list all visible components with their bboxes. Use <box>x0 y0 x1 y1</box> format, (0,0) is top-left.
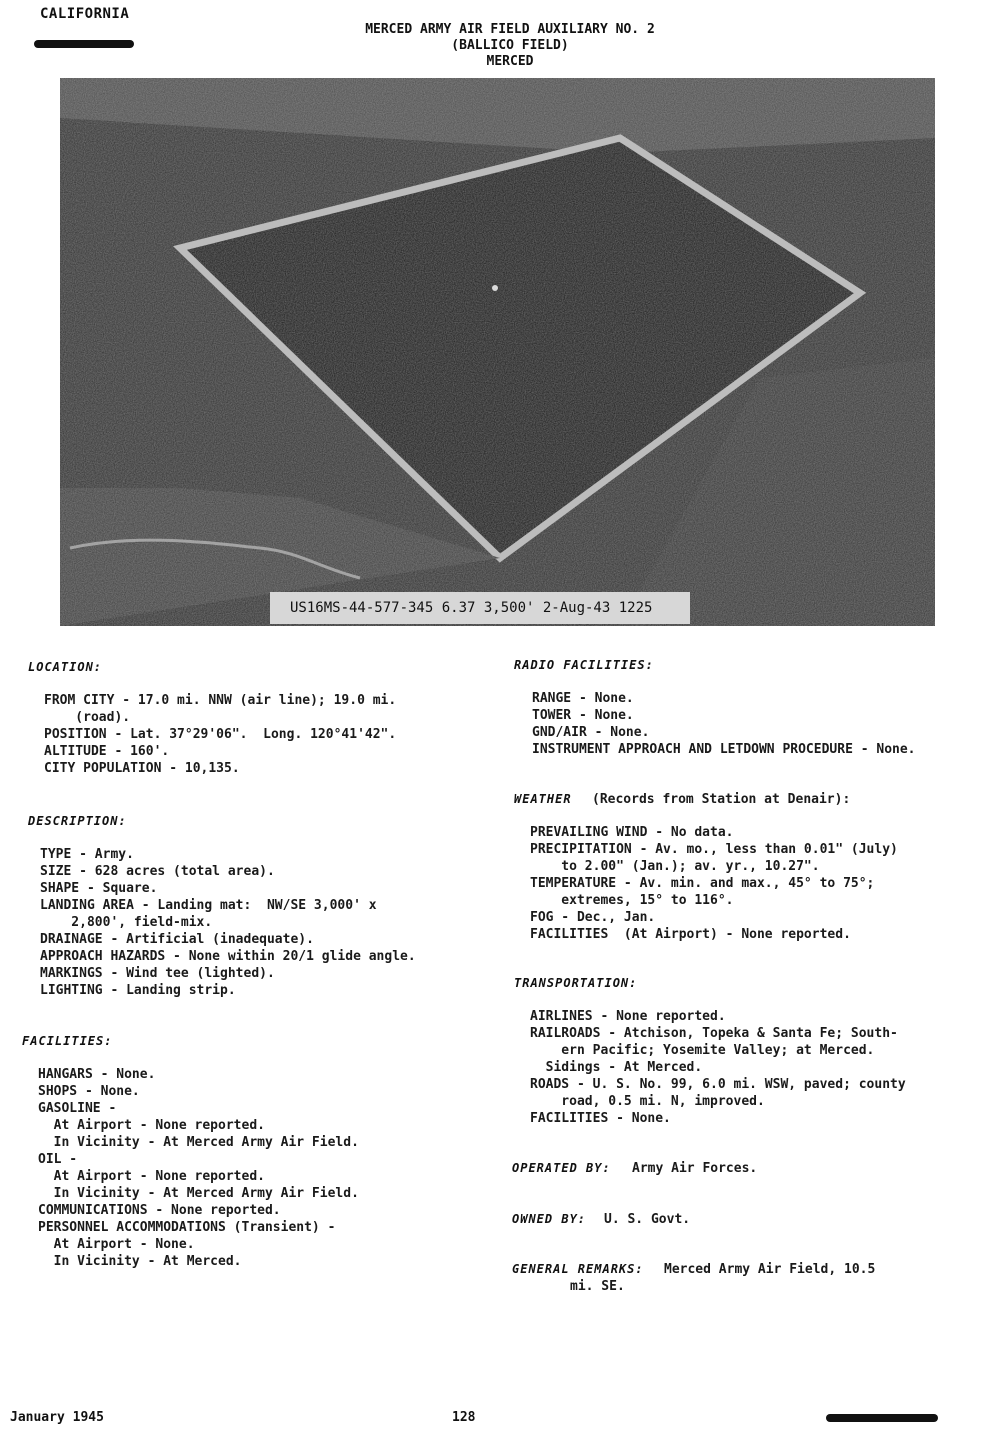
radio-line: INSTRUMENT APPROACH AND LETDOWN PROCEDURE - None. <box>532 742 916 757</box>
owned-heading: OWNED BY: <box>512 1212 587 1226</box>
operated-value: Army Air Forces. <box>632 1161 758 1176</box>
radio-line: RANGE - None. <box>532 691 634 706</box>
transportation-line: ern Pacific; Yosemite Valley; at Merced. <box>530 1043 875 1058</box>
weather-line: FOG - Dec., Jan. <box>530 910 656 925</box>
owned-value: U. S. Govt. <box>604 1212 691 1227</box>
remarks-heading: GENERAL REMARKS: <box>512 1262 644 1276</box>
weather-line: extremes, 15° to 116°. <box>530 893 734 908</box>
facilities-line: SHOPS - None. <box>38 1084 140 1099</box>
transportation-line: Sidings - At Merced. <box>530 1060 703 1075</box>
location-line: CITY POPULATION - 10,135. <box>44 761 240 776</box>
description-line: APPROACH HAZARDS - None within 20/1 glide angle. <box>40 949 416 964</box>
description-line: DRAINAGE - Artificial (inadequate). <box>40 932 314 947</box>
description-line: 2,800', field-mix. <box>40 915 213 930</box>
facilities-line: At Airport - None. <box>38 1237 195 1252</box>
facilities-line: OIL - <box>38 1152 78 1167</box>
facilities-line: In Vicinity - At Merced Army Air Field. <box>38 1186 359 1201</box>
photo-caption: US16MS-44-577-345 6.37 3,500' 2-Aug-43 1225 <box>270 592 690 624</box>
facilities-line: PERSONNEL ACCOMMODATIONS (Transient) - <box>38 1220 336 1235</box>
weather-heading-note: (Records from Station at Denair): <box>592 792 851 807</box>
weather-line: to 2.00" (Jan.); av. yr., 10.27". <box>530 859 820 874</box>
redaction-mark <box>34 40 134 48</box>
location-line: (road). <box>44 710 131 725</box>
transportation-line: ROADS - U. S. No. 99, 6.0 mi. WSW, paved; county <box>530 1077 906 1092</box>
description-line: LANDING AREA - Landing mat: NW/SE 3,000' x <box>40 898 377 913</box>
weather-line: FACILITIES (At Airport) - None reported. <box>530 927 851 942</box>
facilities-line: GASOLINE - <box>38 1101 117 1116</box>
description-line: LIGHTING - Landing strip. <box>40 983 236 998</box>
aerial-photo <box>60 78 935 626</box>
footer-date: January 1945 <box>10 1410 104 1425</box>
facilities-line: In Vicinity - At Merced Army Air Field. <box>38 1135 359 1150</box>
weather-line: PRECIPITATION - Av. mo., less than 0.01" (July) <box>530 842 898 857</box>
redaction-mark <box>826 1414 938 1422</box>
operated-heading: OPERATED BY: <box>512 1161 611 1175</box>
location-line: ALTITUDE - 160'. <box>44 744 170 759</box>
description-line: MARKINGS - Wind tee (lighted). <box>40 966 275 981</box>
transportation-heading: TRANSPORTATION: <box>514 976 638 990</box>
location-line: POSITION - Lat. 37°29'06". Long. 120°41'42". <box>44 727 397 742</box>
facilities-line: COMMUNICATIONS - None reported. <box>38 1203 281 1218</box>
location-line: FROM CITY - 17.0 mi. NNW (air line); 19.0 mi. <box>44 693 397 708</box>
aerial-photo-drawing <box>60 78 935 626</box>
description-line: SHAPE - Square. <box>40 881 158 896</box>
description-line: TYPE - Army. <box>40 847 134 862</box>
transportation-line: AIRLINES - None reported. <box>530 1009 726 1024</box>
description-heading: DESCRIPTION: <box>28 814 127 828</box>
weather-heading: WEATHER <box>514 792 572 806</box>
page-number: 128 <box>452 1410 476 1425</box>
title-line-3: MERCED <box>486 54 534 69</box>
location-heading: LOCATION: <box>28 660 103 674</box>
transportation-line: RAILROADS - Atchison, Topeka & Santa Fe; South- <box>530 1026 898 1041</box>
remarks-value: Merced Army Air Field, 10.5 <box>664 1262 876 1277</box>
weather-line: TEMPERATURE - Av. min. and max., 45° to 75°; <box>530 876 875 891</box>
radio-line: TOWER - None. <box>532 708 634 723</box>
title-line-1: MERCED ARMY AIR FIELD AUXILIARY NO. 2 <box>365 22 655 37</box>
radio-heading: RADIO FACILITIES: <box>514 658 654 672</box>
facilities-heading: FACILITIES: <box>22 1034 113 1048</box>
facilities-line: HANGARS - None. <box>38 1067 156 1082</box>
facilities-line: At Airport - None reported. <box>38 1169 265 1184</box>
description-line: SIZE - 628 acres (total area). <box>40 864 275 879</box>
state-label: CALIFORNIA <box>40 6 130 22</box>
transportation-line: road, 0.5 mi. N, improved. <box>530 1094 765 1109</box>
facilities-line: At Airport - None reported. <box>38 1118 265 1133</box>
weather-line: PREVAILING WIND - No data. <box>530 825 734 840</box>
remarks-value-continued: mi. SE. <box>570 1279 625 1294</box>
radio-line: GND/AIR - None. <box>532 725 650 740</box>
title-line-2: (BALLICO FIELD) <box>451 38 569 53</box>
transportation-line: FACILITIES - None. <box>530 1111 671 1126</box>
facilities-line: In Vicinity - At Merced. <box>38 1254 242 1269</box>
